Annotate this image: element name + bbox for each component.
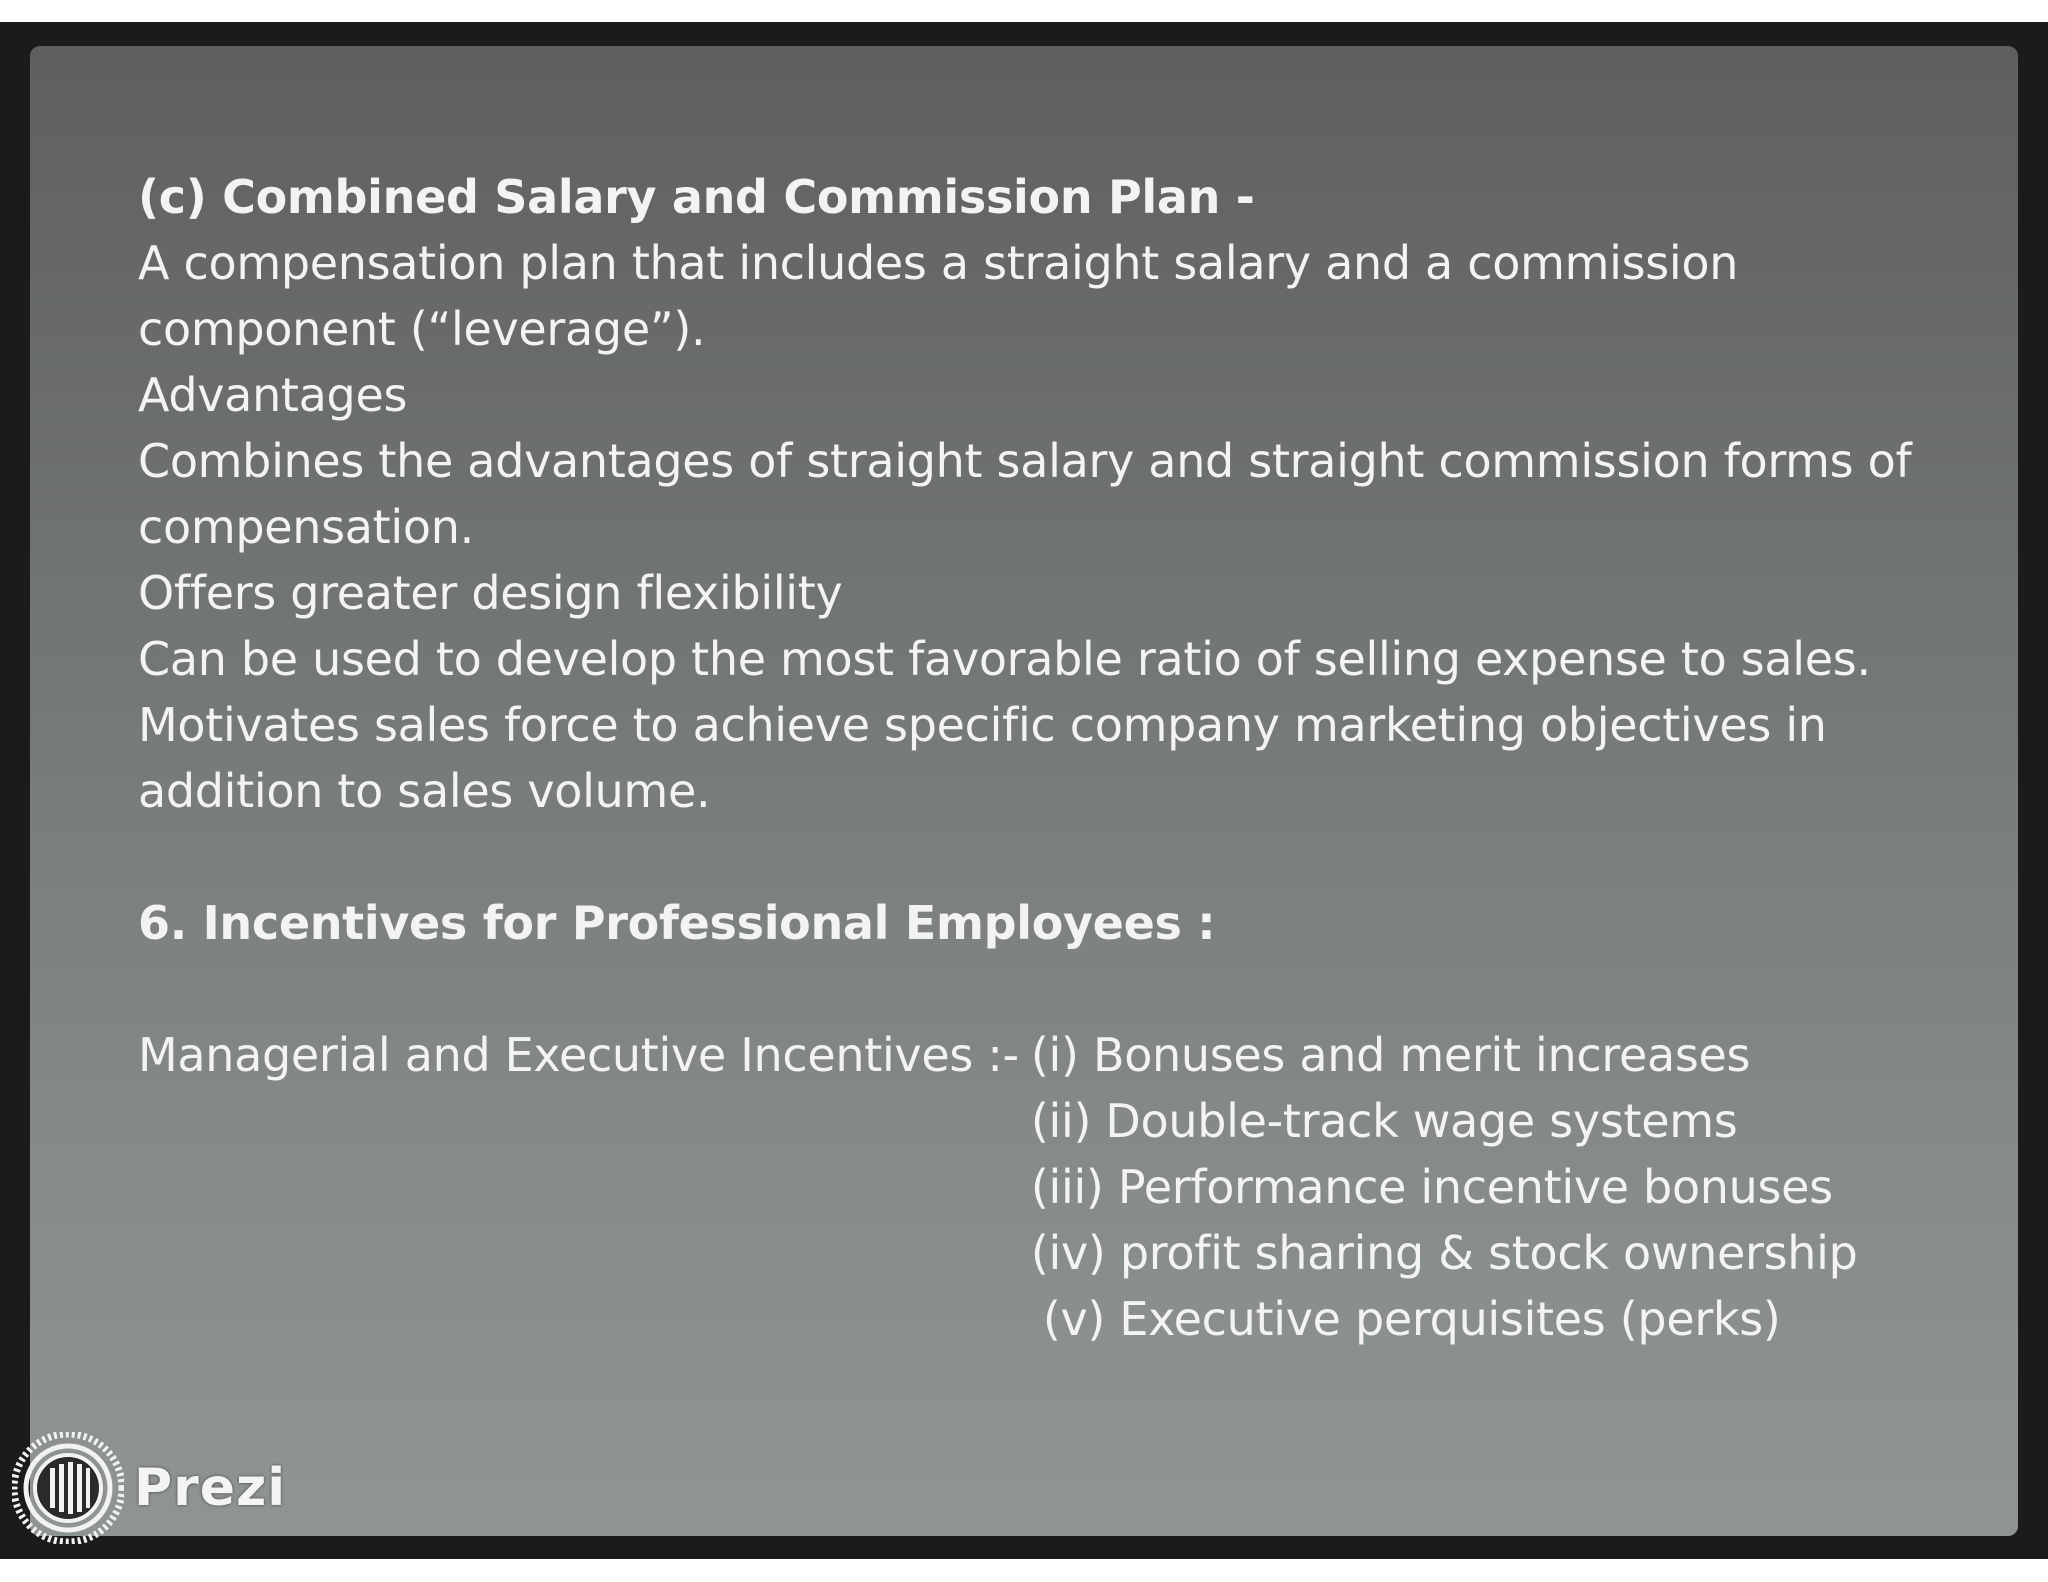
body-line: Motivates sales force to achieve specific company marketing objectives in <box>138 698 1827 752</box>
list-item: (ii) Double-track wage systems <box>1030 1094 1738 1148</box>
list-item: (i) Bonuses and merit increases <box>1030 1028 1751 1082</box>
body-line: Combines the advantages of straight salary and straight commission forms of <box>138 434 1912 488</box>
body-line: compensation. <box>138 500 474 554</box>
spacer <box>138 824 1938 890</box>
slide-canvas <box>30 46 2018 1536</box>
list-item: (v) Executive perquisites (perks) <box>1042 1292 1781 1346</box>
incentives-list <box>1031 1022 1858 1352</box>
body-line: component (“leverage”). <box>138 302 706 356</box>
body-line: Can be used to develop the most favorable ratio of selling expense to sales. <box>138 632 1871 686</box>
spacer <box>138 956 1938 1022</box>
prezi-logo-icon <box>12 1432 124 1544</box>
list-item: (iii) Performance incentive bonuses <box>1030 1160 1833 1214</box>
incentives-block <box>138 1022 1938 1352</box>
section-c-heading: (c) Combined Salary and Commission Plan - <box>138 170 1255 224</box>
advantages-label: Advantages <box>138 368 408 422</box>
prezi-logo[interactable] <box>12 1432 286 1544</box>
slide-content <box>138 164 1938 1352</box>
presentation-viewer <box>0 22 2048 1559</box>
body-line: A compensation plan that includes a straight salary and a commission <box>138 236 1739 290</box>
incentives-label: Managerial and Executive Incentives :- <box>138 1028 1019 1082</box>
body-line: addition to sales volume. <box>138 764 711 818</box>
body-line: Offers greater design flexibility <box>138 566 843 620</box>
list-item: (iv) profit sharing & stock ownership <box>1030 1226 1858 1280</box>
section-6-heading: 6. Incentives for Professional Employees : <box>138 896 1216 950</box>
prezi-wordmark: Prezi <box>134 1458 287 1518</box>
